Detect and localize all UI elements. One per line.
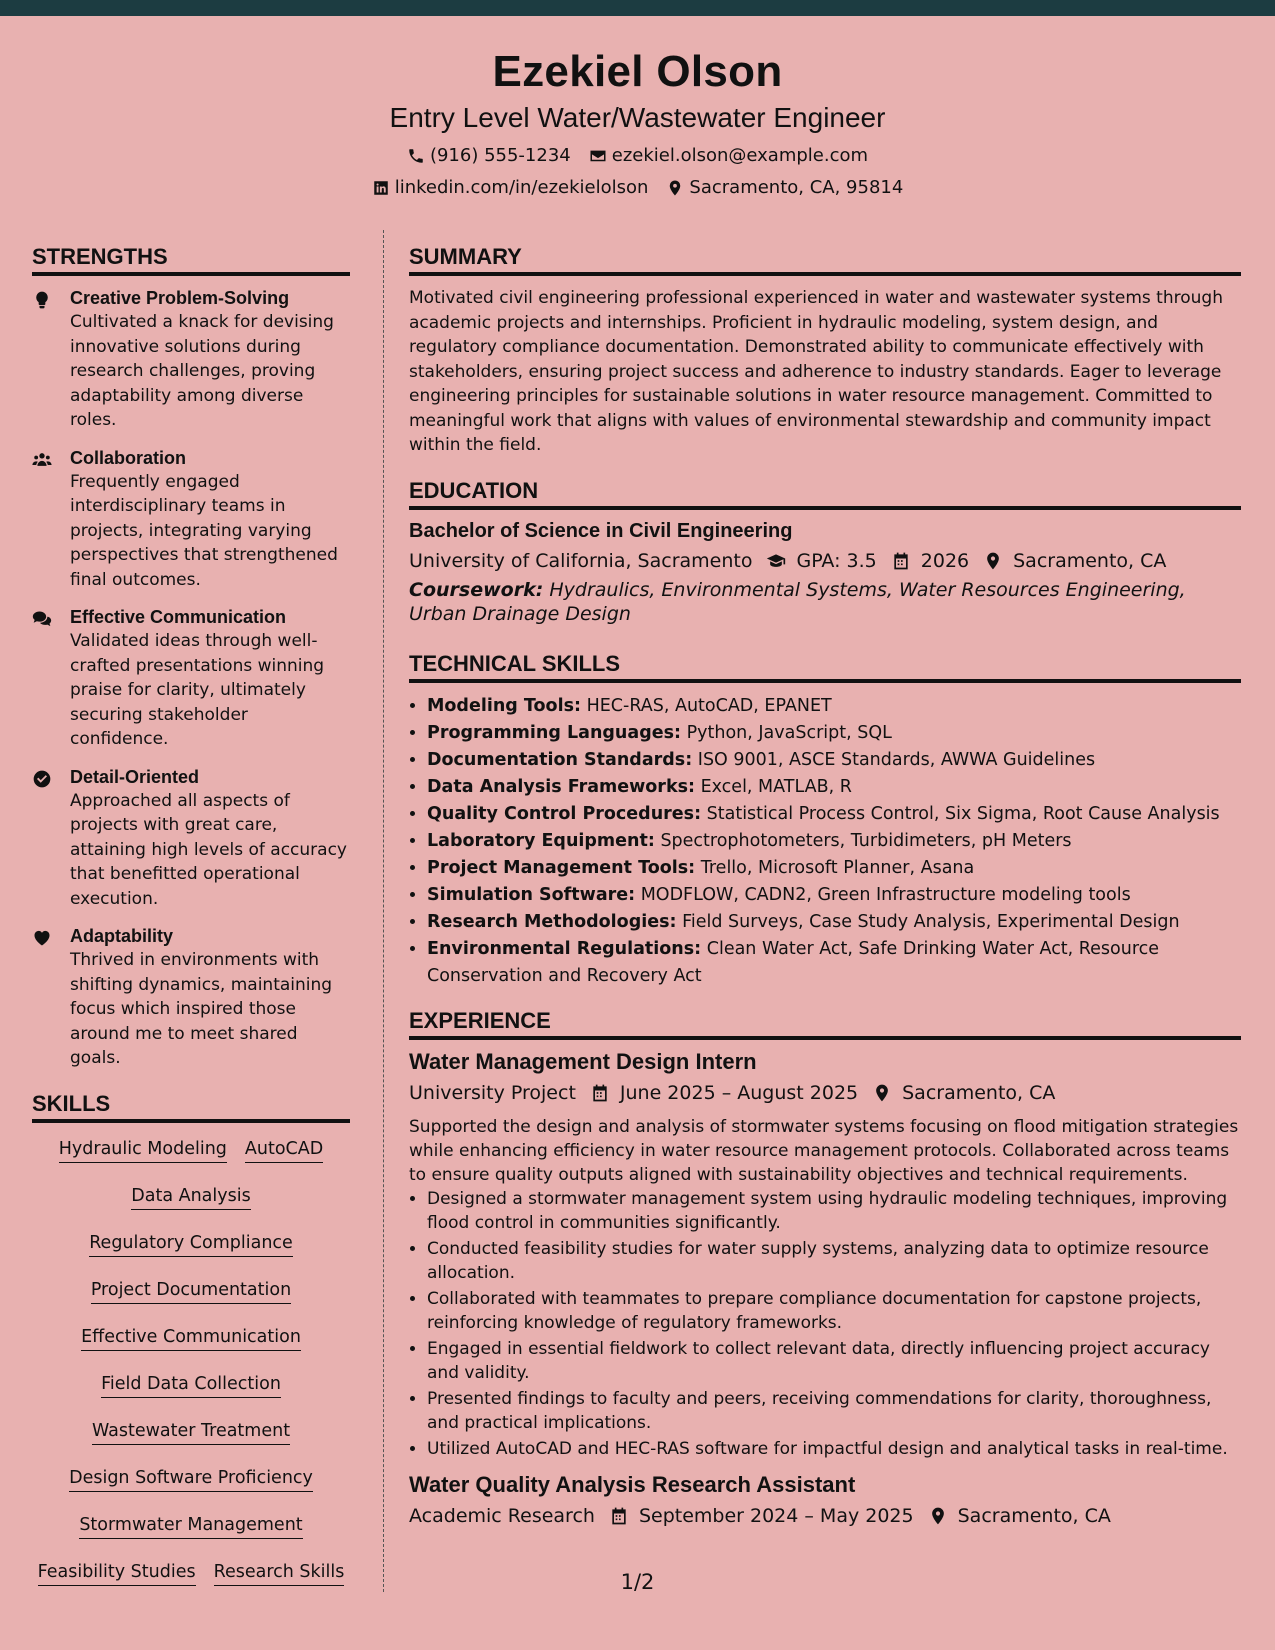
calendar-icon [590, 1083, 610, 1103]
check-circle-icon [32, 769, 52, 789]
skill-tag: Effective Communication [81, 1325, 301, 1351]
strength-desc: Approached all aspects of projects with great care, attaining high levels of accuracy that benefitted operational execution. [70, 790, 347, 909]
list-item: • Presented findings to faculty and peers, receiving commendations for clarity, thoroughness, and practical implications. [427, 1387, 1241, 1436]
job-location: Sacramento, CA [902, 1081, 1056, 1104]
calendar-icon [891, 551, 911, 571]
list-item: • Environmental Regulations: Clean Water Act, Safe Drinking Water Act, Resource Conservation and Recovery Act [427, 936, 1241, 990]
lightbulb-icon [32, 290, 52, 310]
heart-icon [32, 928, 52, 948]
list-item: • Simulation Software: MODFLOW, CADN2, Green Infrastructure modeling tools [427, 882, 1241, 909]
list-item: • Modeling Tools: HEC-RAS, AutoCAD, EPANET [427, 693, 1241, 720]
graduation-year: 2026 [920, 549, 970, 572]
education-meta [409, 547, 1241, 575]
right-column [409, 242, 1241, 1530]
candidate-name: Ezekiel Olson [492, 47, 783, 96]
candidate-title: Entry Level Water/Wastewater Engineer [389, 102, 886, 133]
experience-heading: EXPERIENCE [409, 1006, 1241, 1040]
strength-item [32, 765, 350, 912]
skill-tag: Design Software Proficiency [69, 1466, 313, 1492]
comments-icon [32, 609, 52, 629]
job-org: University Project [409, 1081, 576, 1104]
map-marker-icon [872, 1083, 892, 1103]
phone-text: (916) 555-1234 [429, 145, 571, 166]
envelope-icon [589, 147, 607, 165]
page-number: 1/2 [620, 1570, 655, 1594]
linkedin-icon [372, 179, 390, 197]
left-column [32, 242, 350, 1607]
map-marker-icon [928, 1506, 948, 1526]
skill-tag: Field Data Collection [101, 1372, 281, 1398]
list-item: • Engaged in essential fieldwork to collect relevant data, directly influencing project accuracy and validity. [427, 1337, 1241, 1386]
list-item: • Quality Control Procedures: Statistical Process Control, Six Sigma, Root Cause Analysis [427, 801, 1241, 828]
job-bullets [409, 1187, 1241, 1462]
coursework-list: Hydraulics, Environmental Systems, Water Resources Engineering, Urban Drainage Design [409, 578, 1186, 625]
location-text: Sacramento, CA, 95814 [689, 177, 904, 198]
email-text: ezekiel.olson@example.com [611, 145, 869, 166]
strength-title: Effective Communication [70, 607, 287, 627]
phone-icon [407, 147, 425, 165]
job-meta [409, 1502, 1241, 1530]
graduation-cap-icon [766, 551, 786, 571]
list-item: • Laboratory Equipment: Spectrophotometers, Turbidimeters, pH Meters [427, 828, 1241, 855]
list-item: • Programming Languages: Python, JavaScript, SQL [427, 720, 1241, 747]
technical-skills-heading: TECHNICAL SKILLS [409, 649, 1241, 683]
skill-tag: Hydraulic Modeling [59, 1137, 227, 1163]
skill-tag: Data Analysis [131, 1184, 250, 1210]
strength-desc: Thrived in environments with shifting dynamics, maintaining focus which inspired those around me to meet shared goals. [70, 950, 333, 1068]
list-item: • Data Analysis Frameworks: Excel, MATLAB, R [427, 774, 1241, 801]
gpa-text: GPA: 3.5 [796, 549, 877, 572]
contact-row-1 [0, 144, 1275, 168]
technical-skills-list [409, 693, 1241, 990]
location-contact [666, 176, 903, 200]
strength-desc: Validated ideas through well-crafted presentations winning praise for clarity, ultimately securing stakeholder confidence. [70, 631, 325, 749]
list-item: • Project Management Tools: Trello, Microsoft Planner, Asana [427, 855, 1241, 882]
skills-list [32, 1137, 350, 1586]
list-item: • Conducted feasibility studies for water supply systems, analyzing data to optimize resource allocation. [427, 1237, 1241, 1286]
strength-title: Creative Problem-Solving [70, 288, 290, 308]
list-item: • Utilized AutoCAD and HEC-RAS software for impactful design and analytical tasks in real-time. [427, 1437, 1241, 1462]
map-marker-icon [983, 551, 1003, 571]
job-description: Supported the design and analysis of stormwater systems focusing on flood mitigation strategies while enhancing efficiency in water resource management protocols. Collaborated across teams to ensure quality outputs aligned with sustainability objectives and technical requirements. [409, 1116, 1239, 1185]
summary-heading: SUMMARY [409, 242, 1241, 276]
degree-title: Bachelor of Science in Civil Engineering [409, 519, 793, 542]
strength-title: Adaptability [70, 926, 174, 946]
email-contact[interactable] [589, 144, 868, 168]
job-meta [409, 1079, 1241, 1107]
calendar-icon [609, 1506, 629, 1526]
map-marker-icon [666, 179, 684, 197]
skill-tag: Project Documentation [91, 1278, 291, 1304]
strength-title: Detail-Oriented [70, 766, 200, 787]
phone-contact[interactable] [407, 144, 571, 168]
strength-title: Collaboration [70, 447, 186, 468]
skill-tag: Wastewater Treatment [92, 1419, 290, 1445]
summary-text: Motivated civil engineering professional experienced in water and wastewater systems through academic projects and internships. Proficient in hydraulic modeling, system design, and regulatory compliance documentation. Demonstrated ability to communicate effectively with stakeholders, ensuring project success and adherence to industry standards. Eager to leverage engineering principles for sustainable solutions in water resource management. Committed to meaningful work that aligns with values of environmental stewardship and community impact within the field. [409, 288, 1223, 455]
list-item: • Documentation Standards: ISO 9001, ASCE Standards, AWWA Guidelines [427, 747, 1241, 774]
strength-item [32, 605, 350, 752]
strength-item [32, 286, 350, 433]
skills-heading: SKILLS [32, 1089, 350, 1123]
skill-tag: Research Skills [214, 1560, 345, 1586]
list-item: • Designed a stormwater management system using hydraulic modeling techniques, improving flood control in communities significantly. [427, 1187, 1241, 1236]
job-title: Water Quality Analysis Research Assistant [409, 1472, 856, 1497]
job-location: Sacramento, CA [957, 1505, 1111, 1527]
strength-item [32, 924, 350, 1071]
coursework [409, 578, 1241, 627]
education-heading: EDUCATION [409, 476, 1241, 510]
job-dates: June 2025 – August 2025 [619, 1081, 859, 1104]
coursework-label: Coursework: [409, 578, 544, 601]
top-accent-bar [0, 0, 1275, 16]
column-divider [383, 230, 384, 1592]
strength-desc: Frequently engaged interdisciplinary teams in projects, integrating varying perspectives that strengthened final outcomes. [70, 471, 338, 590]
strength-item [32, 446, 350, 593]
job-dates: September 2024 – May 2025 [638, 1505, 914, 1527]
list-item: • Research Methodologies: Field Surveys, Case Study Analysis, Experimental Design [427, 909, 1241, 936]
strength-desc: Cultivated a knack for devising innovative solutions during research challenges, proving adaptability among diverse roles. [70, 312, 334, 430]
skill-tag: Stormwater Management [79, 1513, 302, 1539]
school-name: University of California, Sacramento [409, 549, 753, 572]
skill-tag: AutoCAD [245, 1137, 323, 1163]
skill-tag: Regulatory Compliance [89, 1231, 293, 1257]
list-item: • Collaborated with teammates to prepare compliance documentation for capstone projects, reinforcing knowledge of regulatory frameworks. [427, 1287, 1241, 1336]
resume-header [0, 16, 1275, 204]
linkedin-text: linkedin.com/in/ezekielolson [394, 177, 649, 198]
linkedin-contact[interactable] [372, 176, 649, 200]
job-title: Water Management Design Intern [409, 1048, 757, 1074]
school-location: Sacramento, CA [1013, 549, 1167, 572]
strengths-heading: STRENGTHS [32, 242, 350, 276]
users-icon [32, 450, 52, 470]
contact-row-2 [0, 176, 1275, 200]
job-org: Academic Research [409, 1505, 595, 1527]
skill-tag: Feasibility Studies [38, 1560, 196, 1586]
